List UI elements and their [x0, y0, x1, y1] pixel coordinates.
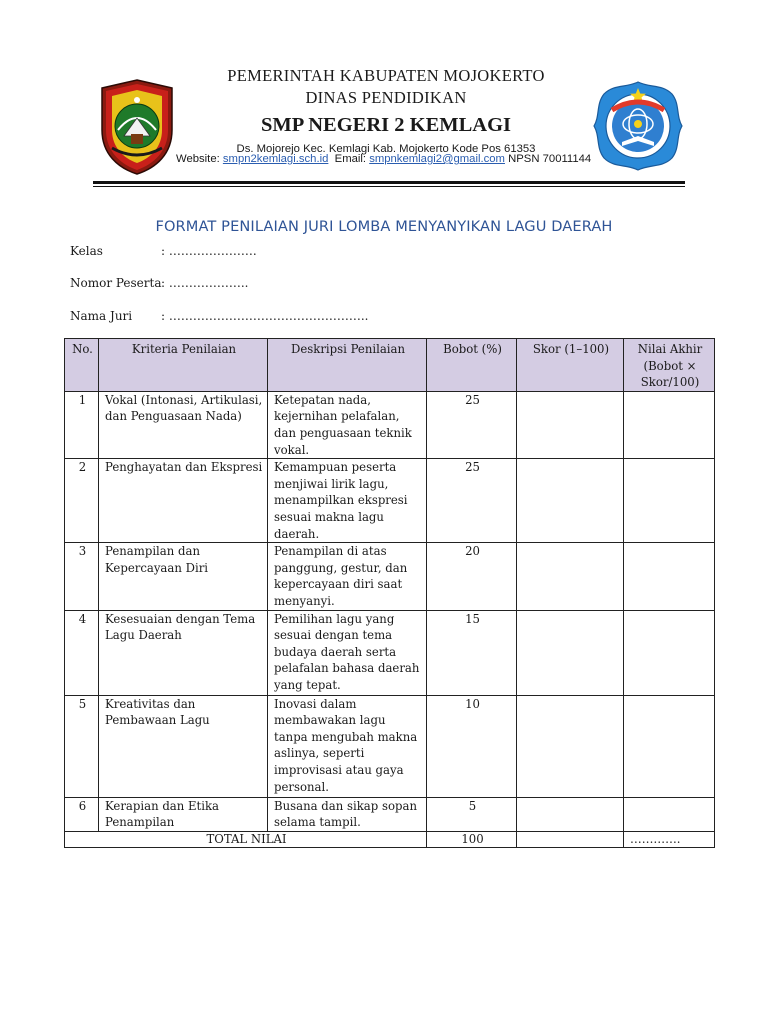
field-nama-juri	[70, 309, 369, 323]
cell-deskripsi: Ketepatan nada, kejernihan pelafalan, dan penguasaan teknik vokal.	[268, 391, 427, 458]
letterhead	[180, 62, 592, 157]
website-link[interactable]: smpn2kemlagi.sch.id	[222, 153, 329, 165]
field-nomor-peserta-label: Nomor Peserta	[70, 276, 162, 290]
total-label: TOTAL NILAI	[65, 831, 427, 847]
cell-deskripsi: Inovasi dalam membawakan lagu tanpa mengubah makna aslinya, seperti improvisasi atau gaya personal.	[268, 695, 427, 797]
table-row	[65, 391, 715, 458]
cell-deskripsi: Busana dan sikap sopan selama tampil.	[268, 797, 427, 831]
col-header-nilai-akhir: Nilai Akhir (Bobot × Skor/100)	[624, 339, 715, 392]
total-nilai-akhir[interactable]: ………….	[624, 831, 715, 847]
cell-bobot: 5	[427, 797, 517, 831]
cell-bobot: 25	[427, 459, 517, 543]
rubric-table	[64, 338, 715, 848]
col-header-kriteria: Kriteria Penilaian	[99, 339, 268, 392]
cell-skor[interactable]	[517, 695, 624, 797]
cell-kriteria: Vokal (Intonasi, Artikulasi, dan Penguasaan Nada)	[99, 391, 268, 458]
table-row	[65, 797, 715, 831]
total-row	[65, 831, 715, 847]
cell-nilai-akhir[interactable]	[624, 797, 715, 831]
cell-kriteria: Kesesuaian dengan Tema Lagu Daerah	[99, 610, 268, 695]
cell-deskripsi: Pemilihan lagu yang sesuai dengan tema budaya daerah serta pelafalan bahasa daerah yang tepat.	[268, 610, 427, 695]
cell-no: 4	[65, 610, 99, 695]
cell-deskripsi: Kemampuan peserta menjiwai lirik lagu, menampilkan ekspresi sesuai makna lagu daerah.	[268, 459, 427, 543]
cell-skor[interactable]	[517, 610, 624, 695]
field-nomor-peserta-value: : ………………..	[161, 276, 249, 290]
cell-kriteria: Kerapian dan Etika Penampilan	[99, 797, 268, 831]
cell-bobot: 15	[427, 610, 517, 695]
field-nama-juri-value: : …………………………………………..	[161, 309, 369, 323]
cell-kriteria: Kreativitas dan Pembawaan Lagu	[99, 695, 268, 797]
document-title: FORMAT PENILAIAN JURI LOMBA MENYANYIKAN LAGU DAERAH	[155, 218, 613, 235]
cell-skor[interactable]	[517, 797, 624, 831]
field-kelas-value: : ………………….	[161, 244, 257, 258]
total-bobot: 100	[427, 831, 517, 847]
col-header-bobot: Bobot (%)	[427, 339, 517, 392]
email-label: Email:	[334, 153, 367, 165]
cell-no: 2	[65, 459, 99, 543]
cell-skor[interactable]	[517, 391, 624, 458]
table-row	[65, 459, 715, 543]
cell-bobot: 25	[427, 391, 517, 458]
cell-nilai-akhir[interactable]	[624, 610, 715, 695]
field-nama-juri-label: Nama Juri	[70, 309, 133, 323]
cell-bobot: 20	[427, 543, 517, 610]
cell-no: 1	[65, 391, 99, 458]
letterhead-contact	[176, 151, 606, 167]
field-nomor-peserta	[70, 276, 249, 290]
table-row	[65, 543, 715, 610]
table-header-row	[65, 339, 715, 392]
field-kelas	[70, 244, 257, 258]
table-row	[65, 610, 715, 695]
cell-skor[interactable]	[517, 543, 624, 610]
email-link[interactable]: smpnkemlagi2@gmail.com	[369, 153, 505, 165]
letterhead-government: PEMERINTAH KABUPATEN MOJOKERTO	[227, 66, 545, 85]
cell-no: 5	[65, 695, 99, 797]
table-row	[65, 695, 715, 797]
cell-kriteria: Penghayatan dan Ekspresi	[99, 459, 268, 543]
letterhead-rule-thick	[93, 181, 685, 184]
col-header-deskripsi: Deskripsi Penilaian	[268, 339, 427, 392]
total-skor[interactable]	[517, 831, 624, 847]
cell-bobot: 10	[427, 695, 517, 797]
col-header-skor: Skor (1–100)	[517, 339, 624, 392]
field-kelas-label: Kelas	[70, 244, 103, 258]
letterhead-rule-thin	[93, 186, 685, 187]
cell-deskripsi: Penampilan di atas panggung, gestur, dan kepercayaan diri saat menyanyi.	[268, 543, 427, 610]
cell-nilai-akhir[interactable]	[624, 695, 715, 797]
cell-no: 3	[65, 543, 99, 610]
letterhead-address: Ds. Mojorejo Kec. Kemlagi Kab. Mojokerto Kode Pos 61353	[236, 143, 536, 155]
kabupaten-emblem-icon	[98, 78, 176, 176]
cell-skor[interactable]	[517, 459, 624, 543]
col-header-no: No.	[65, 339, 99, 392]
cell-nilai-akhir[interactable]	[624, 391, 715, 458]
letterhead-school-name: SMP NEGERI 2 KEMLAGI	[260, 114, 511, 136]
cell-nilai-akhir[interactable]	[624, 543, 715, 610]
cell-no: 6	[65, 797, 99, 831]
cell-kriteria: Penampilan dan Kepercayaan Diri	[99, 543, 268, 610]
letterhead-department: DINAS PENDIDIKAN	[305, 88, 467, 107]
npsn-text: NPSN 70011144	[508, 153, 592, 165]
website-label: Website:	[176, 153, 220, 165]
cell-nilai-akhir[interactable]	[624, 459, 715, 543]
